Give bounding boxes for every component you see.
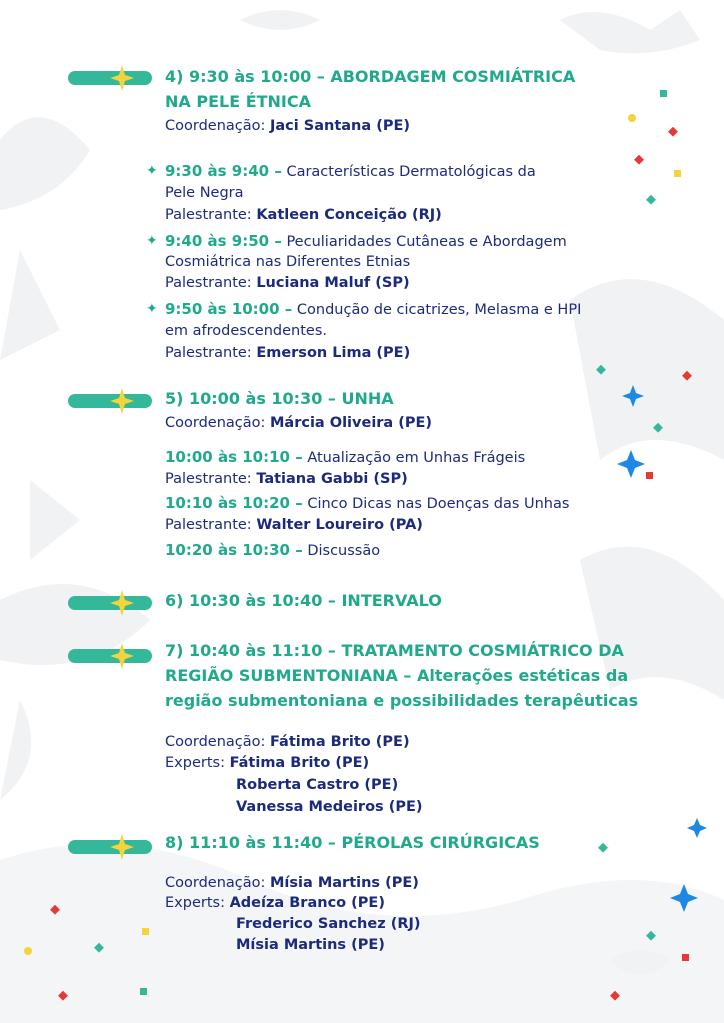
- session-marker-4: [68, 67, 152, 89]
- talk-4-2-speaker: Palestrante: Luciana Maluf (SP): [165, 275, 410, 291]
- session-7-expert: Vanessa Medeiros (PE): [236, 799, 423, 815]
- session-8-expert: Frederico Sanchez (RJ): [236, 916, 421, 932]
- session-8-coordination: Coordenação: Mísia Martins (PE): [165, 875, 419, 891]
- session-7-expert: Roberta Castro (PE): [236, 777, 399, 793]
- talk-5-2-speaker: Palestrante: Walter Loureiro (PA): [165, 517, 423, 533]
- sparkle-star-icon: [108, 63, 136, 93]
- bullet-icon: ✦: [146, 233, 158, 249]
- sparkle-star-icon: [108, 588, 136, 618]
- session-7-experts: Experts: Fátima Brito (PE): [165, 755, 370, 771]
- sparkle-star-icon: [108, 641, 136, 671]
- session-4-title: 4) 9:30 às 10:00 – ABORDAGEM COSMIÁTRICA: [165, 67, 576, 86]
- session-7-coordination: Coordenação: Fátima Brito (PE): [165, 734, 410, 750]
- session-6-title: 6) 10:30 às 10:40 – INTERVALO: [165, 591, 442, 610]
- session-7-subtitle: região submentoniana e possibilidades terapêuticas: [165, 691, 639, 710]
- talk-4-3: 9:50 às 10:00 – Condução de cicatrizes, Melasma e HPI: [165, 300, 582, 318]
- talk-4-3-speaker: Palestrante: Emerson Lima (PE): [165, 345, 411, 361]
- talk-5-1-speaker: Palestrante: Tatiana Gabbi (SP): [165, 471, 408, 487]
- talk-4-2: 9:40 às 9:50 – Peculiaridades Cutâneas e Abordagem: [165, 232, 567, 250]
- session-marker-6: [68, 592, 152, 614]
- session-7-title: 7) 10:40 às 11:10 – TRATAMENTO COSMIÁTRICO DA: [165, 641, 624, 660]
- session-marker-7: [68, 645, 152, 667]
- session-8-experts: Experts: Adeíza Branco (PE): [165, 895, 385, 911]
- session-marker-5: [68, 390, 152, 412]
- session-8-title: 8) 11:10 às 11:40 – PÉROLAS CIRÚRGICAS: [165, 833, 540, 852]
- session-7-title-cont: REGIÃO SUBMENTONIANA – Alterações estéticas da: [165, 666, 629, 685]
- talk-5-2: 10:10 às 10:20 – Cinco Dicas nas Doenças das Unhas: [165, 494, 570, 512]
- talk-4-1-cont: Pele Negra: [165, 185, 244, 201]
- sparkle-star-icon: [108, 832, 136, 862]
- session-5-title: 5) 10:00 às 10:30 – UNHA: [165, 389, 394, 408]
- session-marker-8: [68, 836, 152, 858]
- sparkle-star-icon: [108, 386, 136, 416]
- talk-4-2-cont: Cosmiátrica nas Diferentes Etnias: [165, 254, 411, 270]
- talk-5-1: 10:00 às 10:10 – Atualização em Unhas Frágeis: [165, 448, 526, 466]
- talk-4-1: 9:30 às 9:40 – Características Dermatológicas da: [165, 162, 536, 180]
- session-4-coordination: Coordenação: Jaci Santana (PE): [165, 118, 411, 134]
- talk-4-1-speaker: Palestrante: Katleen Conceição (RJ): [165, 207, 442, 223]
- session-4-title-cont: NA PELE ÉTNICA: [165, 92, 312, 111]
- talk-5-3: 10:20 às 10:30 – Discussão: [165, 541, 381, 559]
- session-8-expert: Mísia Martins (PE): [236, 937, 385, 953]
- bullet-icon: ✦: [146, 301, 158, 317]
- session-5-coordination: Coordenação: Márcia Oliveira (PE): [165, 415, 433, 431]
- talk-4-3-cont: em afrodescendentes.: [165, 323, 328, 339]
- bullet-icon: ✦: [146, 163, 158, 179]
